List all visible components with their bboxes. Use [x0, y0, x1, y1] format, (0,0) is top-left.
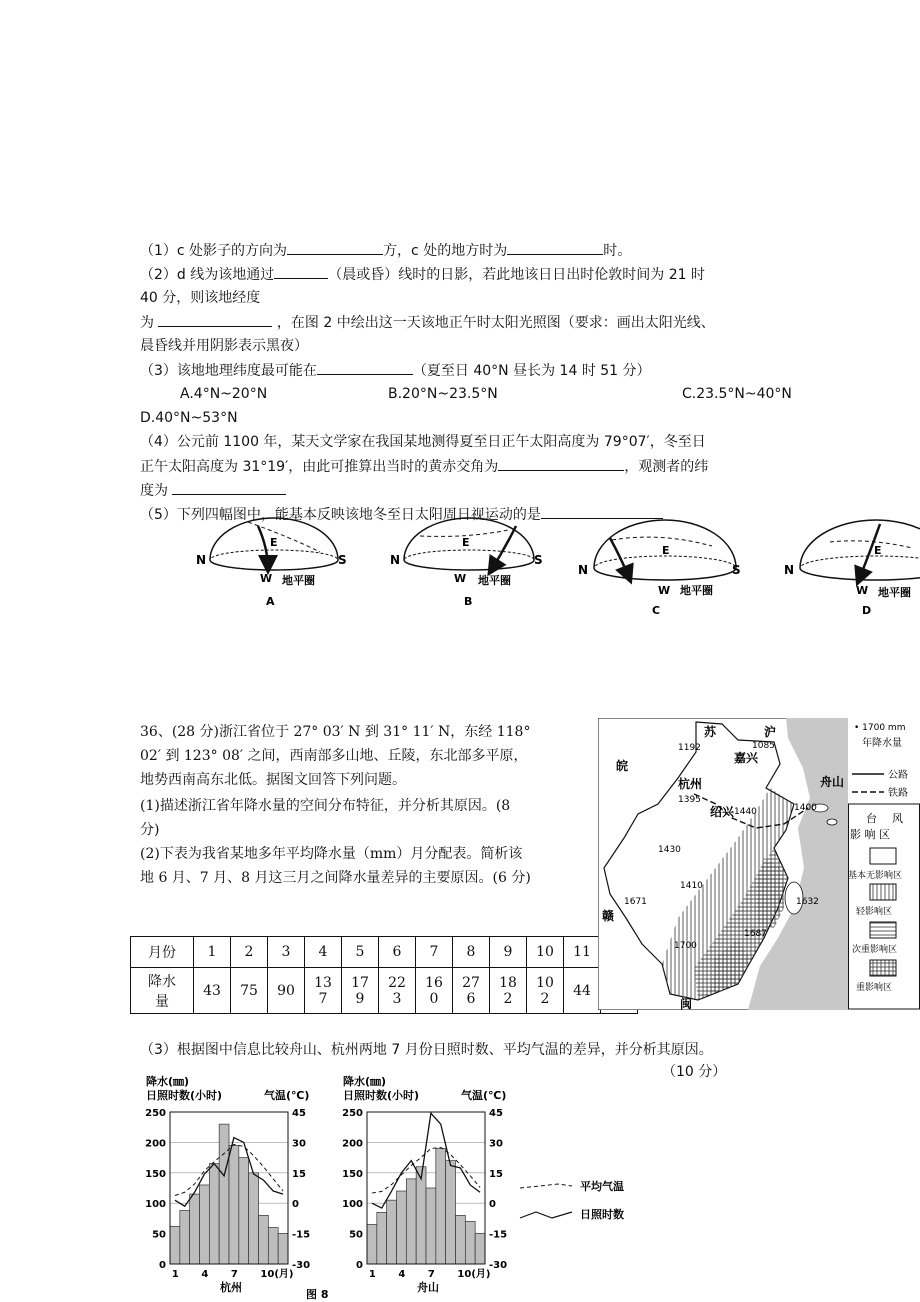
table-cell: 7 [416, 937, 453, 968]
chart-2-title: 舟山 [417, 1281, 439, 1294]
chart-1-bar-2 [180, 1210, 190, 1264]
table-head-precip: 降水 量 [131, 968, 194, 1014]
chart-2-tick-right: -30 [489, 1260, 508, 1271]
q1-line: （1）c 处影子的方向为 方，c 处的地方时为 时。 [140, 240, 631, 261]
chart-1-tick-x: 7 [230, 1269, 238, 1280]
sun-a-horizon: 地平圈 [282, 574, 315, 587]
chart-1-bar-8 [239, 1158, 249, 1264]
chart-2-bar-3 [387, 1200, 397, 1264]
chart-2-tick-x: 1 [368, 1269, 376, 1280]
table-cell: 90 [268, 968, 305, 1014]
chart-1-tick-left: 100 [145, 1199, 166, 1211]
table-cell: 44 [564, 968, 601, 1014]
q4-line-2: 正午太阳高度为 31°19′，由此可推算出当时的黄赤交角为 ，观测者的纬 [140, 456, 708, 477]
chart-1-tick-right: 30 [292, 1138, 306, 1150]
chart-1-tick-left: 150 [145, 1168, 166, 1180]
q36-line-3: 地势西南高东北低。据图文回答下列问题。 [140, 772, 406, 788]
legend-zone-none: 基本无影响区 [848, 871, 903, 881]
chart-1-bar-11 [268, 1228, 278, 1264]
q2-blank-line[interactable] [274, 264, 328, 279]
table-cell: 4 [305, 937, 342, 968]
sun-diagram-b[interactable] [390, 518, 543, 608]
sun-diagram-c[interactable] [578, 520, 741, 617]
map-city-shaoxing: 绍兴 [710, 805, 735, 819]
chart-2-bar-6 [416, 1167, 426, 1264]
legend-zone-light: 轻影响区 [856, 907, 893, 917]
sun-b-label: B [464, 595, 473, 608]
chart-2-tick-left: 200 [342, 1138, 363, 1150]
q1-blank-time[interactable] [507, 240, 603, 255]
sun-b-w: W [454, 572, 467, 585]
q36-line-6: (2)下表为我省某地多年平均降水量（mm）月分配表。简析该 [140, 846, 523, 862]
chart-2-label-precip: 降水(㎜) [343, 1075, 387, 1088]
table-cell: 75 [231, 968, 268, 1014]
chart-2-bar-8 [436, 1148, 446, 1264]
map-label-gan: 赣 [602, 909, 615, 923]
map-legend [848, 718, 920, 1010]
chart-2-bar-11 [465, 1221, 475, 1264]
sun-b-horizon: 地平圈 [478, 574, 511, 587]
table-cell: 16 0 [416, 968, 453, 1014]
table-row [131, 968, 638, 1014]
chart-2-tick-left: 250 [342, 1108, 363, 1119]
legend-rail: 铁路 [888, 788, 908, 799]
chart-1-bar-5 [209, 1164, 219, 1264]
precipitation-table [130, 936, 638, 1014]
chart-1-bar-1 [170, 1226, 180, 1264]
map-city-zhoushan: 舟山 [820, 775, 845, 789]
chart-2-bar-4 [397, 1191, 407, 1264]
isohyet-1430: 1430 [658, 845, 681, 855]
chart-1-tick-x: 4 [201, 1269, 209, 1280]
chart-1-bar-12 [278, 1234, 288, 1264]
isohyet-1192: 1192 [678, 743, 701, 753]
isohyet-1687: 1687 [744, 929, 767, 939]
table-head-month: 月份 [131, 937, 194, 968]
chart-2-bar-9 [446, 1161, 456, 1264]
table-cell: 13 7 [305, 968, 342, 1014]
sun-path-diagrams [0, 508, 920, 618]
chart-2-tick-left: 0 [356, 1260, 363, 1271]
chart-1-tick-left: 50 [152, 1229, 166, 1241]
chart-1-title: 杭州 [220, 1281, 242, 1294]
sun-a-n: N [196, 553, 207, 567]
table-row [131, 937, 638, 968]
chart-1-label-sun: 日照时数(小时) [146, 1089, 223, 1102]
q36-3-score: （10 分） [662, 1064, 727, 1080]
q36-line-5: 分) [140, 822, 160, 838]
sun-d-label: D [862, 604, 872, 617]
chart-2-tick-x: 7 [427, 1269, 435, 1280]
map-label-wan: 皖 [616, 759, 629, 773]
q2-line-1: （2）d 线为该地通过 （晨或昏）线时的日影，若此地该日日出时伦敦时间为 21 时 [140, 264, 705, 285]
isohyet-1671: 1671 [624, 897, 647, 907]
legend-zone-heavy: 重影响区 [856, 983, 893, 993]
chart-2-tick-right: 0 [489, 1199, 496, 1211]
legend-sample-value: • 1700 mm [854, 723, 906, 733]
q36-line-1: 36、(28 分)浙江省位于 27° 03′ N 到 31° 11′ N，东经 118° [140, 724, 531, 740]
sun-a-w: W [260, 572, 273, 585]
chart-2-bar-10 [456, 1215, 466, 1264]
table-cell: 10 2 [527, 968, 564, 1014]
legend-typhoon-2: 风 [892, 812, 903, 825]
q3-option-b[interactable]: B.20°N~23.5°N [388, 386, 498, 402]
legend-temp-label: 平均气温 [580, 1180, 624, 1193]
sun-d-horizon: 地平圈 [878, 586, 911, 599]
q36-3-line: （3）根据图中信息比较舟山、杭州两地 7 月份日照时数、平均气温的差异，并分析其原因。 [140, 1042, 713, 1058]
legend-typhoon-1: 台 [866, 812, 877, 825]
sun-d-e: E [874, 544, 882, 557]
sun-a-e: E [270, 536, 278, 549]
sun-diagram-a[interactable] [196, 518, 347, 608]
chart-2-label-sun: 日照时数(小时) [343, 1089, 420, 1102]
sun-a-s: S [338, 553, 347, 567]
table-cell: 22 3 [379, 968, 416, 1014]
legend-typhoon-zone: 影 响 区 [850, 828, 890, 841]
chart-1-tick-right: -15 [292, 1229, 311, 1241]
chart-1-bar-9 [249, 1173, 259, 1264]
legend-sun-label: 日照时数 [580, 1208, 624, 1221]
sun-c-w: W [658, 584, 671, 597]
sun-c-label: C [652, 604, 661, 617]
sun-b-n: N [390, 553, 401, 567]
q3-line: （3）该地地理纬度最可能在 （夏至日 40°N 昼长为 14 时 51 分） [140, 360, 651, 381]
legend-road: 公路 [888, 770, 908, 781]
table-cell: 27 6 [453, 968, 490, 1014]
figure-label: 图 8 [306, 1288, 329, 1301]
q3-option-d[interactable]: D.40°N~53°N [140, 410, 238, 426]
chart-1-tick-left: 250 [145, 1108, 166, 1119]
map-label-su: 苏 [704, 725, 717, 739]
chart-1-tick-right: 15 [292, 1168, 306, 1180]
sun-c-e: E [662, 544, 670, 557]
q36-line-4: (1)描述浙江省年降水量的空间分布特征，并分析其原因。(8 [140, 798, 511, 814]
isohyet-1700: 1700 [674, 941, 697, 951]
chart-1-label-precip: 降水(㎜) [146, 1075, 190, 1088]
map-label-min: 闽 [680, 997, 693, 1010]
legend-zone-secondary: 次重影响区 [852, 945, 898, 955]
legend-rain-label: 年降水量 [862, 738, 902, 749]
isohyet-1410: 1410 [680, 881, 703, 891]
q4-line-3: 度为 [140, 480, 286, 501]
chart-1-bar-7 [229, 1145, 239, 1264]
map-label-hu: 沪 [764, 725, 777, 739]
isohyet-1085: 1085 [752, 741, 775, 751]
chart-1-tick-left: 0 [159, 1260, 166, 1271]
sun-a-label: A [266, 595, 275, 608]
table-cell: 8 [453, 937, 490, 968]
table-cell: 10 [527, 937, 564, 968]
map-city-jiaxing: 嘉兴 [734, 751, 759, 765]
chart-1-bar-6 [219, 1124, 229, 1264]
q4-blank-obliquity[interactable] [498, 456, 624, 471]
chart-2-tick-right: 45 [489, 1108, 503, 1119]
q2-line-2: 40 分，则该地经度 [140, 290, 261, 306]
table-cell: 17 9 [342, 968, 379, 1014]
table-cell: 2 [231, 937, 268, 968]
chart-1-bar-10 [259, 1215, 269, 1264]
table-cell: 1 [194, 937, 231, 968]
table-cell: 5 [342, 937, 379, 968]
q36-line-2: 02′ 到 123° 08′ 之间，西南部多山地、丘陵，东北部多平原， [140, 748, 528, 764]
chart-1-tick-right: 0 [292, 1199, 299, 1211]
chart-2-tick-left: 50 [349, 1229, 363, 1241]
chart-legend [520, 1179, 624, 1221]
q2-line-4: 晨昏线并用阴影表示黑夜） [140, 338, 308, 354]
isohyet-1440: 1440 [734, 807, 757, 817]
chart-2-bar-2 [377, 1212, 387, 1264]
chart-2-tick-right: 30 [489, 1138, 503, 1150]
sun-c-n: N [578, 563, 589, 577]
chart-2-tick-x: 4 [398, 1269, 406, 1280]
climate-charts [0, 1072, 920, 1302]
chart-2-bar-5 [406, 1179, 416, 1264]
chart-2-tick-right: -15 [489, 1229, 508, 1241]
table-cell: 3 [268, 937, 305, 968]
q3-option-a[interactable]: A.4°N~20°N [180, 386, 268, 402]
chart-1-label-temp: 气温(℃) [264, 1089, 310, 1102]
q2-blank-longitude[interactable] [158, 312, 272, 327]
zhejiang-map [598, 718, 848, 1010]
sun-b-s: S [534, 553, 543, 567]
chart-2-tick-right: 15 [489, 1168, 503, 1180]
table-cell: 11 [564, 937, 601, 968]
chart-1-tick-x: 10(月) [260, 1269, 294, 1280]
sun-diagram-d[interactable] [784, 520, 920, 617]
chart-1-tick-right: -30 [292, 1260, 311, 1271]
chart-1-bar-4 [200, 1185, 210, 1264]
chart-2-tick-x: 10(月) [457, 1269, 491, 1280]
chart-1-tick-right: 45 [292, 1108, 306, 1119]
chart-2-bar-7 [426, 1188, 436, 1264]
isohyet-1632: 1632 [796, 897, 819, 907]
isohyet-1395: 1395 [678, 795, 701, 805]
q4-line-1: （4）公元前 1100 年，某天文学家在我国某地测得夏至日正午太阳高度为 79°07′，冬至日 [140, 434, 706, 450]
table-cell: 9 [490, 937, 527, 968]
q3-blank-latitude[interactable] [317, 360, 413, 375]
sun-c-s: S [732, 563, 741, 577]
chart-2-bar-1 [367, 1224, 377, 1264]
chart-1-tick-left: 200 [145, 1138, 166, 1150]
isohyet-1400: 1400 [794, 803, 817, 813]
map-city-hangzhou: 杭州 [678, 777, 703, 791]
table-cell: 6 [379, 937, 416, 968]
q2-line-3: 为 ，在图 2 中绘出这一天该地正午时太阳光照图（要求：画出太阳光线、 [140, 312, 715, 333]
sun-c-horizon: 地平圈 [680, 584, 713, 597]
chart-2-tick-left: 100 [342, 1199, 363, 1211]
chart-1-tick-x: 1 [171, 1269, 179, 1280]
table-cell: 43 [194, 968, 231, 1014]
chart-2-bar-12 [475, 1234, 485, 1264]
sun-d-w: W [856, 584, 869, 597]
sun-d-n: N [784, 563, 795, 577]
q4-blank-latitude[interactable] [172, 480, 286, 495]
q36-line-7: 地 6 月、7 月、8 月这三月之间降水量差异的主要原因。(6 分) [140, 870, 531, 886]
q5-line: （5）下列四幅图中，能基本反映该地冬至日太阳周日视运动的是 [140, 504, 663, 525]
chart-2-tick-left: 150 [342, 1168, 363, 1180]
q1-blank-direction[interactable] [287, 240, 383, 255]
table-cell: 18 2 [490, 968, 527, 1014]
chart-1-bar-3 [190, 1194, 200, 1264]
sun-b-e: E [462, 536, 470, 549]
chart-2-label-temp: 气温(℃) [461, 1089, 507, 1102]
q3-option-c[interactable]: C.23.5°N~40°N [682, 386, 792, 402]
